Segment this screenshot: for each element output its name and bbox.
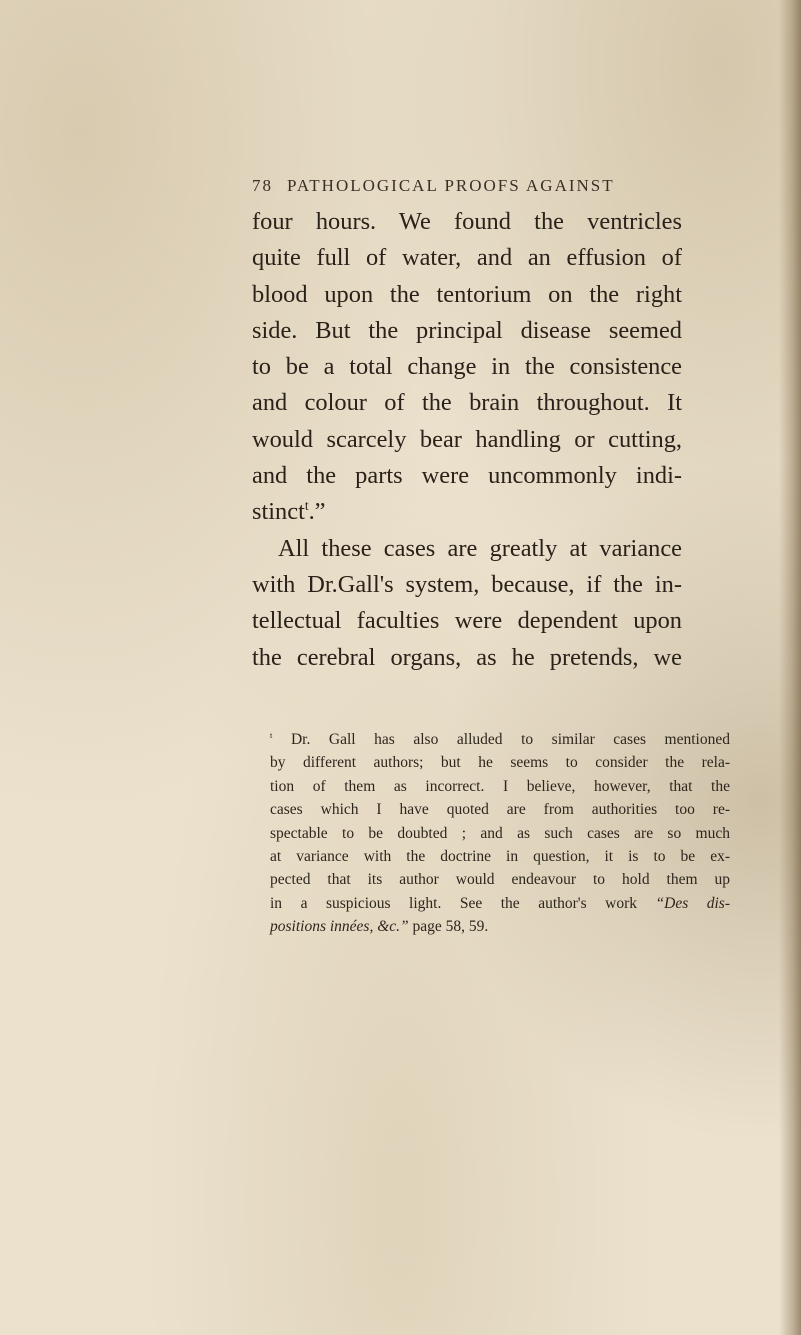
text-line: quite full of water, and an effusion of (252, 244, 682, 272)
running-header (252, 176, 792, 196)
footnote-line: spectable to be doubted ; and as such cases are so much (270, 824, 730, 842)
footnote-line (270, 892, 730, 915)
running-title: PATHOLOGICAL PROOFS AGAINST (287, 176, 615, 195)
text-line: side. But the principal disease seemed (252, 316, 682, 344)
text-line: tellectual faculties were dependent upon (252, 607, 682, 635)
text-line: blood upon the tentorium on the right (252, 280, 682, 308)
work-title: “Des dis- (655, 894, 731, 912)
text-line: the cerebral organs, as he pretends, we (252, 643, 682, 671)
text-fragment: Dr. Gall has also alluded to similar cases mentioned (290, 731, 730, 748)
page-gutter-shadow (779, 0, 801, 1335)
footnote-reference: t (304, 498, 309, 514)
footnote-line: at variance with the doctrine in question, it is to be ex- (270, 847, 730, 865)
body-text (252, 204, 682, 676)
footnote-line: pected that its author would endeavour to hold them up (270, 871, 730, 889)
text-line: would scarcely bear handling or cutting, (252, 425, 682, 453)
footnote-line (256, 728, 730, 751)
work-title-continued: positions innées, &c.” (270, 918, 409, 936)
footnote-line: by different authors; but he seems to consider the rela- (270, 754, 730, 772)
text-fragment: stinct (252, 498, 305, 526)
page-reference: page 58, 59. (412, 918, 489, 936)
text-line: with Dr.Gall's system, because, if the in- (252, 570, 682, 598)
text-line (252, 494, 682, 530)
quote-close: .” (308, 498, 326, 526)
footnote-line: cases which I have quoted are from authorities too re- (270, 801, 730, 819)
text-line: All these cases are greatly at variance (278, 534, 682, 562)
footnote-line: tion of them as incorrect. I believe, however, that the (270, 777, 730, 795)
footnote-marker: t (270, 729, 273, 740)
text-line: four hours. We found the ventricles (252, 208, 682, 235)
page-number: 78 (252, 176, 273, 195)
text-line: to be a total change in the consistence (252, 353, 682, 381)
footnote-line (270, 915, 730, 938)
text-line: and colour of the brain throughout. It (252, 389, 682, 417)
text-line: and the parts were uncommonly indi- (252, 462, 682, 490)
text-fragment: in a suspicious light. See the author's work (270, 894, 637, 912)
footnote (270, 728, 730, 939)
